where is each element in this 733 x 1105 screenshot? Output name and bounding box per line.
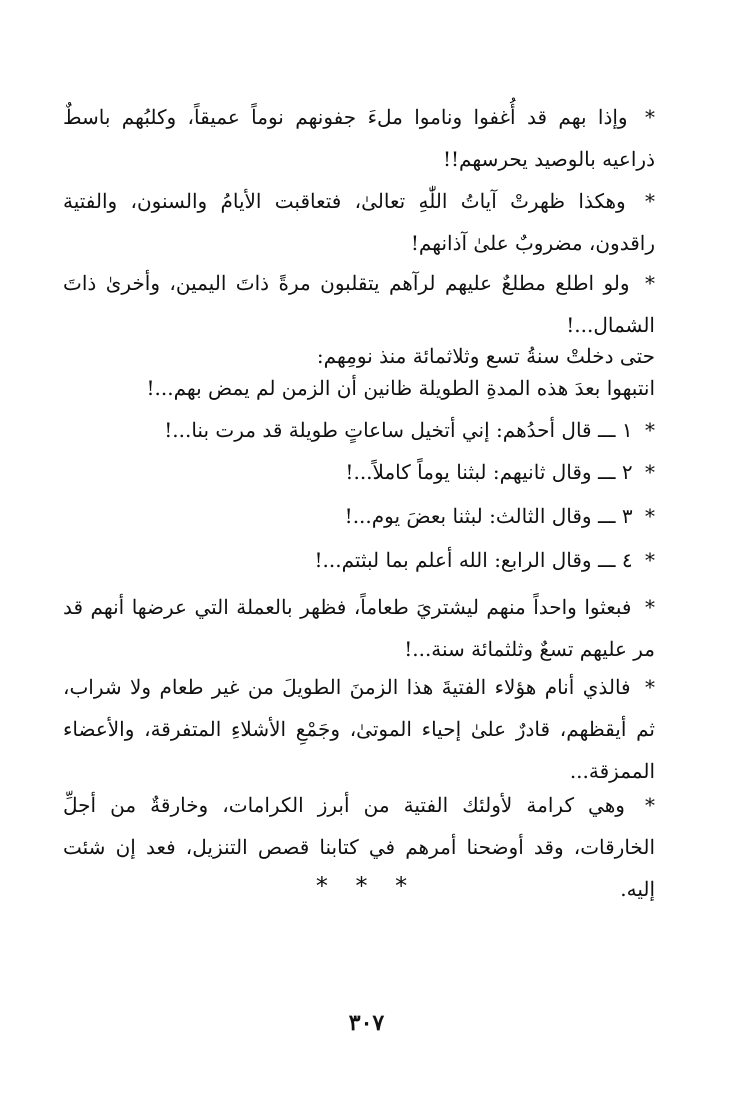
item-bullet: * bbox=[645, 418, 655, 442]
paragraph-4 bbox=[63, 586, 655, 670]
numbered-item-3 bbox=[63, 500, 655, 532]
numbered-item-2 bbox=[63, 456, 655, 488]
paragraph-text: فبعثوا واحداً منهم ليشتريَ طعاماً، فظهر بالعملة التي عرضها أنهم قد مر عليهم تسعٌ وثلثمائة سنة...! bbox=[63, 595, 655, 661]
item-bullet: * bbox=[645, 548, 655, 572]
paragraph-bullet: * bbox=[645, 271, 655, 295]
item-text: قال أحدُهم: إني أتخيل ساعاتٍ طويلة قد مرت بنا...! bbox=[164, 418, 592, 442]
paragraph-text: فالذي أنام هؤلاء الفتيةَ هذا الزمنَ الطويلَ من غير طعام ولا شراب، ثم أيقظهم، قادرٌ علىٰ إحياء الموتىٰ، وجَمْعِ الأشلاءِ المتفرقة، والأعضاء الممزقة... bbox=[63, 675, 655, 783]
item-bullet: * bbox=[645, 504, 655, 528]
item-number: ١ bbox=[621, 418, 633, 442]
paragraph-3 bbox=[63, 262, 655, 346]
numbered-item-1 bbox=[63, 414, 655, 446]
paragraph-2 bbox=[63, 180, 655, 264]
item-dash: ـــ bbox=[597, 548, 616, 572]
paragraph-text: وإذا بهم قد أُغفوا وناموا ملءَ جفونهم نوماً عميقاً، وكلبُهم باسطٌ ذراعيه بالوصيد يحرسهم!! bbox=[63, 105, 655, 171]
narrative-line-1: حتى دخلتْ سنةُ تسع وثلاثمائة منذ نومِهم: bbox=[316, 344, 655, 368]
paragraph-bullet: * bbox=[645, 675, 656, 699]
paragraph-1 bbox=[63, 96, 655, 180]
item-dash: ـــ bbox=[597, 418, 616, 442]
item-bullet: * bbox=[645, 460, 655, 484]
numbered-item-4 bbox=[63, 544, 655, 576]
item-text: وقال الرابع: الله أعلم بما لبثتم...! bbox=[314, 548, 592, 572]
paragraph-bullet: * bbox=[645, 595, 655, 619]
item-dash: ـــ bbox=[597, 460, 616, 484]
item-number: ٢ bbox=[621, 460, 633, 484]
item-number: ٣ bbox=[621, 504, 633, 528]
paragraph-text: وهي كرامة لأولئك الفتية من أبرز الكرامات، وخارقةٌ من أجلِّ الخارقات، وقد أوضحنا أمرهم في كتابنا قصص التنزيل، فعد إن شئت إليه. bbox=[63, 793, 655, 901]
paragraph-5 bbox=[63, 666, 655, 792]
item-text: وقال الثالث: لبثنا بعضَ يوم...! bbox=[344, 504, 592, 528]
item-dash: ـــ bbox=[597, 504, 616, 528]
item-number: ٤ bbox=[621, 548, 633, 572]
page-number: ٣٠٧ bbox=[348, 1010, 385, 1036]
paragraph-text: ولو اطلع مطلعٌ عليهم لرآهم يتقلبون مرةً ذاتَ اليمين، وأخرىٰ ذاتَ الشمال...! bbox=[63, 271, 655, 337]
paragraph-bullet: * bbox=[645, 793, 655, 817]
section-separator: * * * bbox=[315, 872, 418, 900]
paragraph-bullet: * bbox=[645, 189, 655, 213]
paragraph-bullet: * bbox=[645, 105, 655, 129]
narrative-line-2: انتبهوا بعدَ هذه المدةِ الطويلة ظانين أن الزمن لم يمض بهم...! bbox=[146, 376, 655, 400]
paragraph-text: وهكذا ظهرتْ آياتُ اللّٰهِ تعالىٰ، فتعاقبت الأيامُ والسنون، والفتية راقدون، مضروبٌ علىٰ آذانهم! bbox=[63, 189, 655, 255]
item-text: وقال ثانيهم: لبثنا يوماً كاملاً...! bbox=[345, 460, 592, 484]
